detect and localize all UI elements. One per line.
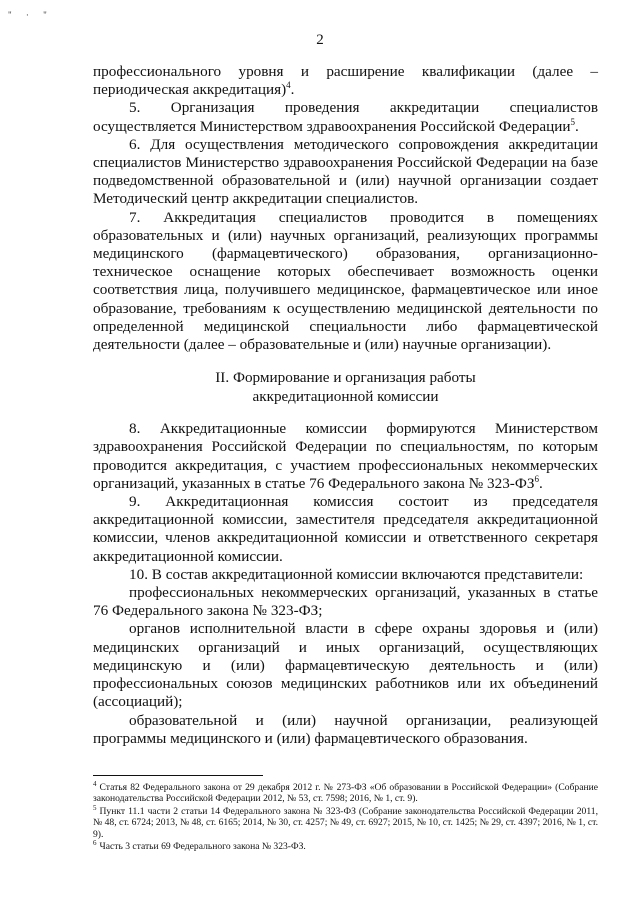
footnote	[93, 803, 598, 840]
paragraph-text: профессиональных некоммерческих организаций, указанных в статье 76 Федерального закона № 323-ФЗ;	[93, 584, 598, 620]
footnote-mark: 5	[93, 803, 97, 812]
section-1-paragraphs	[93, 63, 598, 354]
paragraph	[93, 209, 598, 355]
paragraph-text: органов исполнительной власти в сфере охраны здоровья и (или) медицинских организаций и иных организаций, осуществляющих медицинскую и (или) фармацевтическую деятельность и (или) профессиональных союзов медицинских работников или их объединений (ассоциаций);	[93, 620, 598, 711]
footnote-list	[93, 779, 598, 853]
paragraph-text: профессионального уровня и расширение квалификации (далее – периодическая аккредитация)	[93, 63, 598, 99]
footnote	[93, 838, 598, 853]
paragraph	[93, 63, 598, 99]
footnote-mark: 4	[93, 779, 97, 788]
footnote-text: Часть 3 статьи 69 Федерального закона № 323-ФЗ.	[99, 841, 306, 853]
section-2-paragraphs	[93, 420, 598, 748]
paragraph-text: 6. Для осуществления методического сопровождения аккредитации специалистов Министерство здравоохранения Российской Федерации на базе подведомственной образовательной и (или) научной организации создает Методический центр аккредитации специалистов.	[93, 135, 598, 208]
paragraph-text: 7. Аккредитация специалистов проводится в помещениях образовательных и (или) научных организаций, реализующих программы медицинского (фармацевтического) образования, организационно-техническое оснащение которых обеспечивает возможность оценки соответствия лица, получившего медицинское, фармацевтическое или иное образование, требованиям к осуществлению медицинской деятельности по определенной медицинской специальности либо фармацевтической деятельности (далее – образовательные и (или) научные организации).	[93, 208, 598, 354]
footnote-separator	[93, 775, 263, 776]
paragraph-text: образовательной и (или) научной организации, реализующей программы медицинского и (или) фармацевтического образования.	[93, 711, 598, 747]
paragraph	[93, 493, 598, 566]
paragraph-text: 5. Организация проведения аккредитации специалистов осуществляется Министерством здравоохранения Российской Федерации	[93, 99, 598, 135]
paragraph	[93, 420, 598, 493]
paragraph-text: 9. Аккредитационная комиссия состоит из председателя аккредитационной комиссии, заместителя председателя аккредитационной комиссии, членов аккредитационной комиссии и ответственного секретаря аккредитационной комиссии.	[93, 493, 598, 565]
paragraph	[93, 566, 598, 584]
paragraph-text: 8. Аккредитационные комиссии формируются Министерством здравоохранения Российской Федерации по специальностям, по которым проводится аккредитация, с участием профессиональных некоммерческих организаций, указанных в статье 76 Федерального закона № 323-ФЗ	[93, 420, 598, 492]
scan-specks: " · "	[8, 10, 53, 20]
footnote-mark: 6	[93, 838, 97, 847]
paragraph-punctuation: .	[538, 474, 543, 492]
section-heading	[93, 368, 598, 406]
footnote-reference: 6	[534, 473, 539, 484]
footnote-text: Статья 82 Федерального закона от 29 декабря 2012 г. № 273-ФЗ «Об образовании в Российской Федерации» (Собрание законодательства Российской Федерации 2012, № 53, ст. 7598; 2016, № 1, ст. 9).	[93, 782, 598, 805]
paragraph-punctuation: .	[575, 117, 579, 135]
paragraph	[93, 136, 598, 209]
paragraph	[93, 620, 598, 711]
footnote-reference: 4	[286, 80, 291, 91]
footnote-text: Пункт 11.1 части 2 статьи 14 Федерального закона № 323-ФЗ (Собрание законодательства Российской Федерации 2011, № 48, ст. 6724; 2013, № 48, ст. 6165; 2014, № 30, ст. 4257; № 49, ст. 6927; 2015, № 10, ст. 1425; № 29, ст. 4397; 2016, № 1, ст. 9).	[93, 805, 598, 840]
footnotes	[93, 775, 598, 853]
document-body	[93, 63, 598, 748]
footnote	[93, 779, 598, 805]
footnote-reference: 5	[570, 116, 576, 127]
section-heading-line-1: II. Формирование и организация работы	[215, 369, 476, 387]
page-number: 2	[316, 32, 324, 48]
section-heading-line-2: аккредитационной комиссии	[252, 388, 439, 406]
paragraph-text: 10. В состав аккредитационной комиссии включаются представители:	[129, 565, 584, 583]
paragraph-punctuation: .	[290, 81, 295, 99]
paragraph	[93, 99, 598, 135]
paragraph	[93, 584, 598, 620]
paragraph	[93, 712, 598, 748]
